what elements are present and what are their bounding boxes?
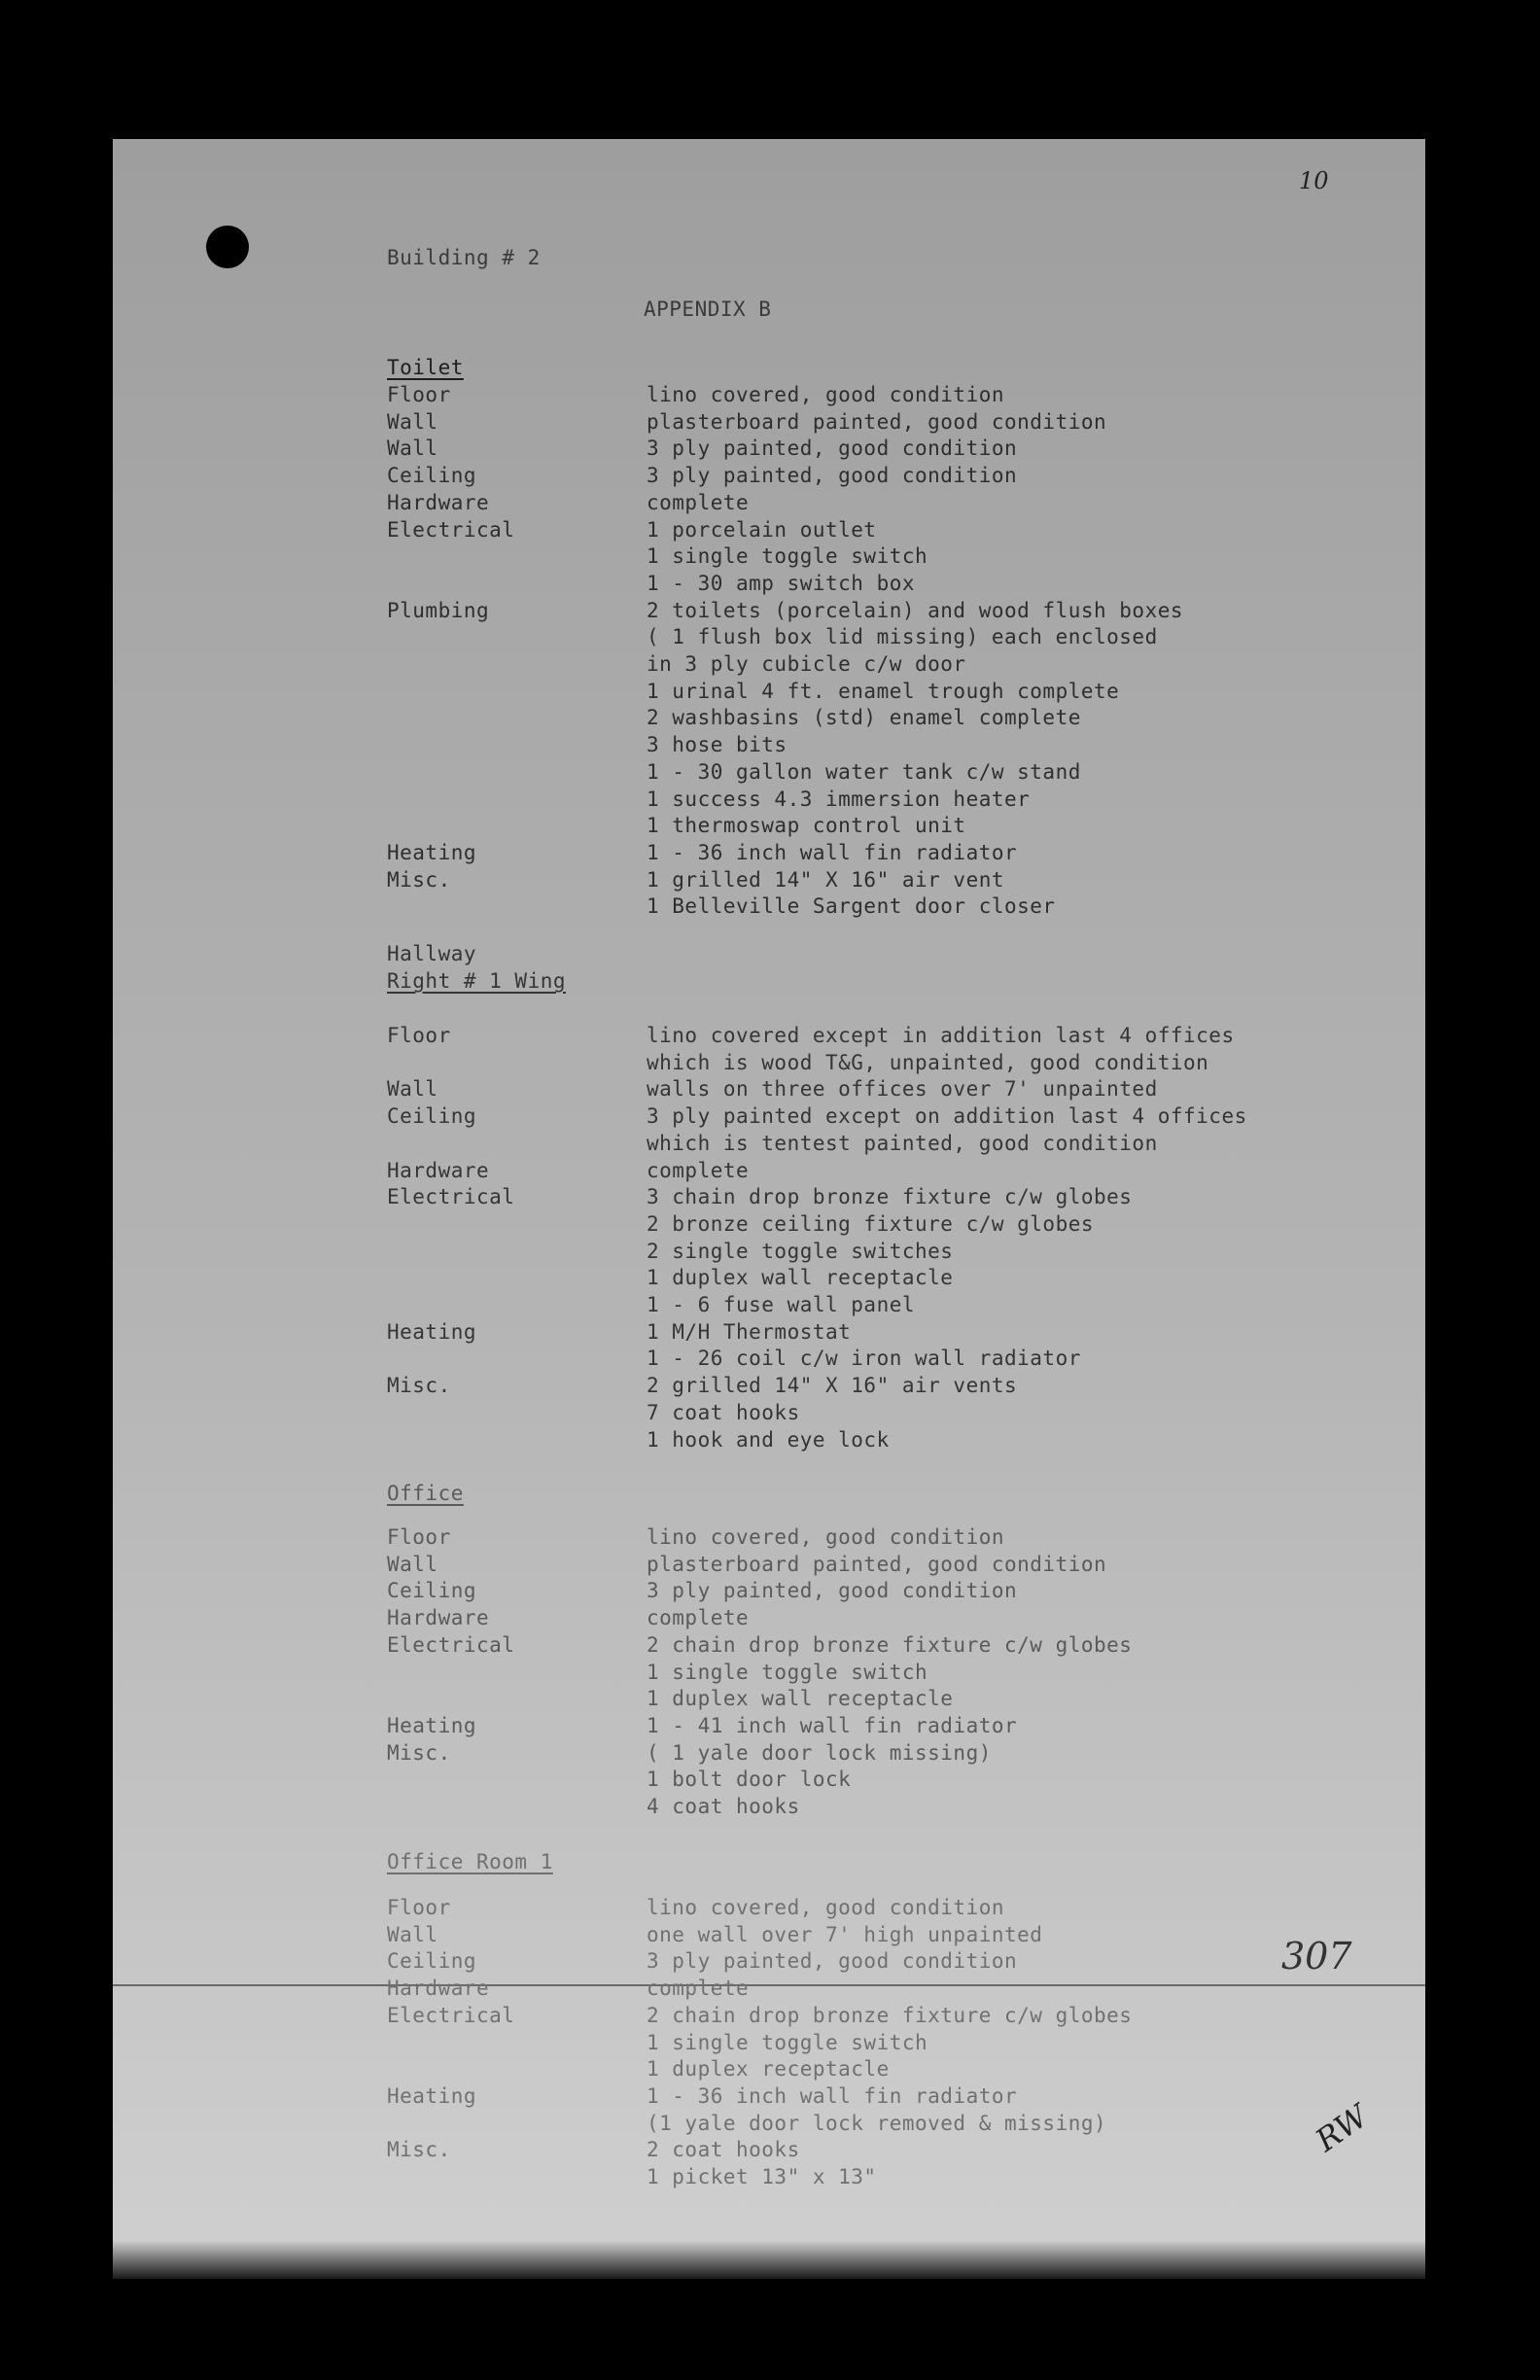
- item-description-line: 2 toilets (porcelain) and wood flush boxes: [647, 598, 1184, 622]
- item-description-line: 1 urinal 4 ft. enamel trough complete: [647, 679, 1120, 703]
- item-description-line: 1 duplex wall receptacle: [647, 1687, 954, 1711]
- item-description-line: walls on three offices over 7' unpainted: [647, 1077, 1158, 1102]
- item-description-line: 2 grilled 14" X 16" air vents: [647, 1374, 1018, 1398]
- item-label: Hardware: [387, 490, 490, 514]
- item-label: Heating: [387, 840, 477, 864]
- item-description-line: in 3 ply cubicle c/w door: [647, 652, 966, 676]
- item-description-line: 7 coat hooks: [647, 1400, 800, 1424]
- item-description-line: 1 single toggle switch: [647, 1660, 928, 1684]
- item-label: Heating: [387, 1713, 477, 1737]
- item-description-line: plasterboard painted, good condition: [647, 409, 1107, 434]
- item-label: Ceiling: [387, 1104, 477, 1129]
- page-number: 10: [1299, 167, 1329, 194]
- item-label: Electrical: [387, 1632, 515, 1657]
- item-description-line: 1 hook and eye lock: [647, 1427, 890, 1452]
- item-label: Misc.: [387, 1374, 451, 1398]
- item-label: Wall: [387, 409, 438, 434]
- item-description-line: 1 duplex wall receptacle: [647, 1266, 954, 1290]
- item-label: Ceiling: [387, 464, 477, 488]
- item-label: Ceiling: [387, 1579, 477, 1603]
- section-subheading: Right # 1 Wing: [387, 969, 567, 993]
- item-description-line: 3 hose bits: [647, 733, 788, 757]
- item-description-line: 1 success 4.3 immersion heater: [647, 787, 1031, 811]
- item-description-line: lino covered, good condition: [647, 383, 1005, 406]
- item-label: Electrical: [387, 517, 515, 542]
- section-heading: Office: [387, 1482, 464, 1505]
- item-description-line: 1 thermoswap control unit: [647, 814, 966, 838]
- section-heading: Office Room 1: [387, 1850, 553, 1873]
- section-heading: Hallway: [387, 942, 477, 965]
- item-description-line: 1 - 36 inch wall fin radiator: [647, 2083, 1018, 2108]
- item-description-line: 2 bronze ceiling fixture c/w globes: [647, 1211, 1095, 1236]
- item-label: Electrical: [387, 2003, 515, 2027]
- item-description-line: ( 1 flush box lid missing) each enclosed: [647, 625, 1158, 649]
- item-description-line: which is wood T&G, unpainted, good condition: [647, 1050, 1209, 1074]
- item-description-line: lino covered, good condition: [647, 1525, 1005, 1549]
- item-label: Heating: [387, 2083, 477, 2108]
- item-description-line: lino covered except in addition last 4 offices: [647, 1024, 1235, 1047]
- item-label: Misc.: [387, 867, 451, 892]
- item-description-line: complete: [647, 490, 750, 514]
- item-description-line: 3 ply painted, good condition: [647, 464, 1018, 488]
- item-description-line: complete: [647, 1606, 750, 1630]
- item-description-line: 1 M/H Thermostat: [647, 1319, 852, 1344]
- item-description-line: 1 duplex receptacle: [647, 2057, 890, 2082]
- item-description-line: 3 ply painted, good condition: [647, 437, 1018, 461]
- item-description-line: 1 - 36 inch wall fin radiator: [647, 840, 1018, 864]
- item-description-line: 3 chain drop bronze fixture c/w globes: [647, 1185, 1133, 1209]
- punch-hole: [206, 226, 249, 268]
- item-description-line: lino covered, good condition: [647, 1896, 1005, 1919]
- item-description-line: 1 - 30 amp switch box: [647, 571, 916, 595]
- item-label: Wall: [387, 1552, 438, 1576]
- item-label: Heating: [387, 1319, 477, 1344]
- page-bottom-edge: [113, 2240, 1425, 2279]
- item-label: Floor: [387, 1896, 451, 1919]
- item-label: Plumbing: [387, 598, 490, 622]
- handwritten-initials: RW: [1309, 2097, 1376, 2159]
- appendix-title: APPENDIX B: [644, 298, 772, 321]
- item-description-line: 2 single toggle switches: [647, 1239, 954, 1263]
- item-description-line: 1 picket 13" x 13": [647, 2165, 877, 2188]
- item-description-line: 1 - 6 fuse wall panel: [647, 1293, 916, 1316]
- item-description-line: 1 porcelain outlet: [647, 517, 877, 542]
- item-description-line: 1 grilled 14" X 16" air vent: [647, 867, 1005, 892]
- item-description-line: one wall over 7' high unpainted: [647, 1922, 1043, 1946]
- item-description-line: 3 ply painted, good condition: [647, 1579, 1018, 1603]
- item-description-line: 1 - 41 inch wall fin radiator: [647, 1713, 1018, 1737]
- item-description-line: 1 Belleville Sargent door closer: [647, 894, 1056, 919]
- item-description-line: 2 coat hooks: [647, 2138, 800, 2162]
- item-description-line: plasterboard painted, good condition: [647, 1552, 1107, 1576]
- item-description-line: 1 - 30 gallon water tank c/w stand: [647, 759, 1081, 784]
- item-label: Hardware: [387, 1606, 490, 1630]
- item-label: Hardware: [387, 1977, 490, 2001]
- item-description-line: 1 single toggle switch: [647, 2030, 928, 2054]
- item-label: Wall: [387, 437, 438, 461]
- fold-line: [113, 1984, 1425, 1986]
- item-description-line: which is tentest painted, good condition: [647, 1131, 1158, 1155]
- building-label: Building # 2: [387, 246, 541, 269]
- item-description-line: complete: [647, 1977, 750, 2001]
- item-label: Hardware: [387, 1158, 490, 1182]
- item-label: Misc.: [387, 2138, 451, 2162]
- item-description-line: 1 single toggle switch: [647, 544, 928, 569]
- item-description-line: 1 - 26 coil c/w iron wall radiator: [647, 1347, 1081, 1371]
- handwritten-folio: 307: [1281, 1935, 1352, 1978]
- item-description-line: complete: [647, 1158, 750, 1182]
- item-description-line: 2 chain drop bronze fixture c/w globes: [647, 1632, 1133, 1657]
- item-label: Electrical: [387, 1185, 515, 1209]
- item-label: Wall: [387, 1922, 438, 1946]
- item-description-line: 3 ply painted except on addition last 4 offices: [647, 1104, 1247, 1129]
- item-description-line: 3 ply painted, good condition: [647, 1949, 1018, 1974]
- item-label: Floor: [387, 1024, 451, 1047]
- item-label: Ceiling: [387, 1949, 477, 1974]
- item-label: Misc.: [387, 1740, 451, 1765]
- item-description-line: 1 bolt door lock: [647, 1768, 852, 1792]
- item-description-line: 2 chain drop bronze fixture c/w globes: [647, 2003, 1133, 2027]
- item-label: Floor: [387, 1525, 451, 1549]
- item-description-line: (1 yale door lock removed & missing): [647, 2111, 1107, 2135]
- item-description-line: 4 coat hooks: [647, 1795, 800, 1818]
- section-heading-toilet: Toilet: [387, 356, 464, 379]
- item-description-line: 2 washbasins (std) enamel complete: [647, 706, 1081, 730]
- item-description-line: ( 1 yale door lock missing): [647, 1740, 992, 1765]
- item-label: Wall: [387, 1077, 438, 1102]
- item-label: Floor: [387, 383, 451, 406]
